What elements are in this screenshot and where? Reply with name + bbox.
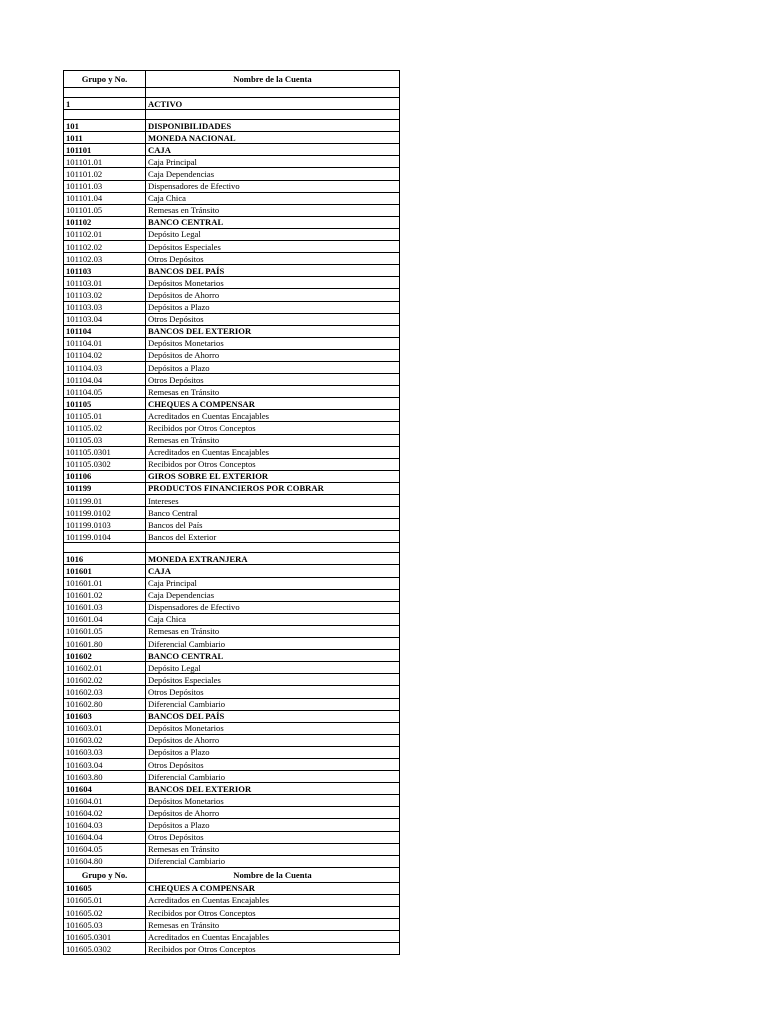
account-row bbox=[64, 698, 400, 710]
account-row bbox=[64, 507, 400, 519]
account-code: 101602 bbox=[64, 650, 146, 662]
account-group-row bbox=[64, 650, 400, 662]
account-name: Depósitos Monetarios bbox=[146, 337, 400, 349]
spacer-row bbox=[64, 88, 400, 98]
account-group-row bbox=[64, 98, 400, 110]
account-code: 101106 bbox=[64, 470, 146, 482]
account-code: 101604 bbox=[64, 783, 146, 795]
account-name: Caja Principal bbox=[146, 577, 400, 589]
account-row bbox=[64, 422, 400, 434]
account-row bbox=[64, 613, 400, 625]
account-row bbox=[64, 734, 400, 746]
account-name: BANCOS DEL EXTERIOR bbox=[146, 783, 400, 795]
account-code: 1 bbox=[64, 98, 146, 110]
account-row bbox=[64, 758, 400, 770]
account-name: Diferencial Cambiario bbox=[146, 855, 400, 867]
account-code: 101104.04 bbox=[64, 374, 146, 386]
account-code: 101604.03 bbox=[64, 819, 146, 831]
account-code: 101601.80 bbox=[64, 638, 146, 650]
account-name: Remesas en Tránsito bbox=[146, 625, 400, 637]
account-row bbox=[64, 931, 400, 943]
account-row bbox=[64, 674, 400, 686]
account-code: 101102.02 bbox=[64, 241, 146, 253]
account-name: Depósitos de Ahorro bbox=[146, 807, 400, 819]
account-code: 101199 bbox=[64, 482, 146, 494]
account-name: Caja Dependencias bbox=[146, 589, 400, 601]
account-row bbox=[64, 168, 400, 180]
account-code: 101101.04 bbox=[64, 192, 146, 204]
account-group-row bbox=[64, 120, 400, 132]
account-code: 101605.02 bbox=[64, 907, 146, 919]
account-code: 101103.01 bbox=[64, 277, 146, 289]
account-name: Dispensadores de Efectivo bbox=[146, 601, 400, 613]
account-row bbox=[64, 686, 400, 698]
account-code: 101105.03 bbox=[64, 434, 146, 446]
account-name: Otros Depósitos bbox=[146, 253, 400, 265]
account-group-row bbox=[64, 132, 400, 144]
column-header-group: Grupo y No. bbox=[64, 71, 146, 88]
account-code: 101101.01 bbox=[64, 156, 146, 168]
account-name: Dispensadores de Efectivo bbox=[146, 180, 400, 192]
account-code: 101103.03 bbox=[64, 301, 146, 313]
account-row bbox=[64, 253, 400, 265]
account-name: Depósito Legal bbox=[146, 228, 400, 240]
account-row bbox=[64, 410, 400, 422]
account-row bbox=[64, 361, 400, 373]
account-name: Depósitos a Plazo bbox=[146, 301, 400, 313]
account-row bbox=[64, 589, 400, 601]
account-group-row bbox=[64, 325, 400, 337]
column-header-group: Grupo y No. bbox=[64, 867, 146, 882]
account-code: 101602.80 bbox=[64, 698, 146, 710]
account-code: 101604.80 bbox=[64, 855, 146, 867]
account-code: 101605 bbox=[64, 882, 146, 894]
account-code: 101603.80 bbox=[64, 771, 146, 783]
account-code: 101605.01 bbox=[64, 894, 146, 906]
account-row bbox=[64, 386, 400, 398]
account-code: 101105.0301 bbox=[64, 446, 146, 458]
account-code: 101103.04 bbox=[64, 313, 146, 325]
account-group-row bbox=[64, 783, 400, 795]
account-name: Remesas en Tránsito bbox=[146, 204, 400, 216]
spacer-cell bbox=[146, 543, 400, 553]
account-row bbox=[64, 531, 400, 543]
account-name: Diferencial Cambiario bbox=[146, 698, 400, 710]
account-code: 101603.03 bbox=[64, 746, 146, 758]
account-code: 101104.02 bbox=[64, 349, 146, 361]
account-name: Banco Central bbox=[146, 507, 400, 519]
account-code: 101104.03 bbox=[64, 361, 146, 373]
account-row bbox=[64, 625, 400, 637]
account-code: 101601 bbox=[64, 565, 146, 577]
account-name: Recibidos por Otros Conceptos bbox=[146, 422, 400, 434]
account-name: Depósitos de Ahorro bbox=[146, 289, 400, 301]
account-code: 101105.0302 bbox=[64, 458, 146, 470]
account-code: 101199.01 bbox=[64, 495, 146, 507]
spacer-row bbox=[64, 543, 400, 553]
account-name: Bancos del País bbox=[146, 519, 400, 531]
account-name: PRODUCTOS FINANCIEROS POR COBRAR bbox=[146, 482, 400, 494]
account-code: 101605.0302 bbox=[64, 943, 146, 955]
account-name: Depósitos Monetarios bbox=[146, 795, 400, 807]
account-code: 101105 bbox=[64, 398, 146, 410]
account-name: Otros Depósitos bbox=[146, 831, 400, 843]
account-name: CAJA bbox=[146, 144, 400, 156]
account-row bbox=[64, 638, 400, 650]
account-name: Acreditados en Cuentas Encajables bbox=[146, 894, 400, 906]
account-name: BANCOS DEL EXTERIOR bbox=[146, 325, 400, 337]
account-name: Depósitos de Ahorro bbox=[146, 734, 400, 746]
account-code: 101603.04 bbox=[64, 758, 146, 770]
account-code: 101103 bbox=[64, 265, 146, 277]
account-name: ACTIVO bbox=[146, 98, 400, 110]
account-name: BANCO CENTRAL bbox=[146, 216, 400, 228]
account-name: Otros Depósitos bbox=[146, 374, 400, 386]
account-group-row bbox=[64, 882, 400, 894]
account-row bbox=[64, 819, 400, 831]
account-row bbox=[64, 894, 400, 906]
account-code: 101102.01 bbox=[64, 228, 146, 240]
account-code: 101104.05 bbox=[64, 386, 146, 398]
account-row bbox=[64, 228, 400, 240]
account-name: MONEDA NACIONAL bbox=[146, 132, 400, 144]
account-row bbox=[64, 337, 400, 349]
account-row bbox=[64, 843, 400, 855]
account-group-row bbox=[64, 710, 400, 722]
account-row bbox=[64, 771, 400, 783]
account-row bbox=[64, 241, 400, 253]
account-row bbox=[64, 855, 400, 867]
account-name: BANCOS DEL PAÍS bbox=[146, 710, 400, 722]
account-row bbox=[64, 807, 400, 819]
account-code: 101604.04 bbox=[64, 831, 146, 843]
account-name: Recibidos por Otros Conceptos bbox=[146, 907, 400, 919]
account-name: Depósitos Especiales bbox=[146, 674, 400, 686]
account-code: 101102.03 bbox=[64, 253, 146, 265]
account-name: Caja Principal bbox=[146, 156, 400, 168]
account-row bbox=[64, 156, 400, 168]
account-name: Otros Depósitos bbox=[146, 758, 400, 770]
account-code: 101603.02 bbox=[64, 734, 146, 746]
account-row bbox=[64, 495, 400, 507]
account-code: 101602.03 bbox=[64, 686, 146, 698]
account-name: Caja Chica bbox=[146, 192, 400, 204]
account-row bbox=[64, 434, 400, 446]
account-code: 101604.05 bbox=[64, 843, 146, 855]
table-header-row bbox=[64, 867, 400, 882]
account-code: 101601.01 bbox=[64, 577, 146, 589]
account-group-row bbox=[64, 565, 400, 577]
account-row bbox=[64, 601, 400, 613]
account-row bbox=[64, 313, 400, 325]
account-code: 101105.02 bbox=[64, 422, 146, 434]
account-row bbox=[64, 204, 400, 216]
account-code: 101199.0102 bbox=[64, 507, 146, 519]
account-code: 101601.03 bbox=[64, 601, 146, 613]
spacer-row bbox=[64, 110, 400, 120]
account-name: GIROS SOBRE EL EXTERIOR bbox=[146, 470, 400, 482]
account-name: Depósitos a Plazo bbox=[146, 361, 400, 373]
account-code: 101601.04 bbox=[64, 613, 146, 625]
spacer-cell bbox=[146, 88, 400, 98]
account-name: Depósitos a Plazo bbox=[146, 819, 400, 831]
account-group-row bbox=[64, 216, 400, 228]
chart-of-accounts-table bbox=[63, 70, 400, 955]
account-code: 101105.01 bbox=[64, 410, 146, 422]
account-code: 101101.05 bbox=[64, 204, 146, 216]
spacer-cell bbox=[64, 88, 146, 98]
account-code: 101101.02 bbox=[64, 168, 146, 180]
account-group-row bbox=[64, 482, 400, 494]
account-row bbox=[64, 349, 400, 361]
account-row bbox=[64, 458, 400, 470]
account-name: BANCOS DEL PAÍS bbox=[146, 265, 400, 277]
account-code: 101602.02 bbox=[64, 674, 146, 686]
account-name: Otros Depósitos bbox=[146, 686, 400, 698]
account-row bbox=[64, 577, 400, 589]
account-code: 101604.01 bbox=[64, 795, 146, 807]
account-name: Recibidos por Otros Conceptos bbox=[146, 943, 400, 955]
account-name: Caja Dependencias bbox=[146, 168, 400, 180]
account-row bbox=[64, 180, 400, 192]
spacer-cell bbox=[64, 543, 146, 553]
account-row bbox=[64, 831, 400, 843]
account-code: 101602.01 bbox=[64, 662, 146, 674]
account-name: DISPONIBILIDADES bbox=[146, 120, 400, 132]
account-name: BANCO CENTRAL bbox=[146, 650, 400, 662]
account-group-row bbox=[64, 265, 400, 277]
account-code: 101199.0104 bbox=[64, 531, 146, 543]
account-name: Depósitos Especiales bbox=[146, 241, 400, 253]
account-row bbox=[64, 289, 400, 301]
account-code: 101601.05 bbox=[64, 625, 146, 637]
account-code: 101603 bbox=[64, 710, 146, 722]
account-name: Depósitos Monetarios bbox=[146, 722, 400, 734]
account-code: 1016 bbox=[64, 553, 146, 565]
account-row bbox=[64, 662, 400, 674]
account-row bbox=[64, 446, 400, 458]
account-row bbox=[64, 277, 400, 289]
account-code: 101101 bbox=[64, 144, 146, 156]
account-group-row bbox=[64, 553, 400, 565]
table-header-row bbox=[64, 71, 400, 88]
account-name: Diferencial Cambiario bbox=[146, 638, 400, 650]
account-code: 101603.01 bbox=[64, 722, 146, 734]
account-row bbox=[64, 907, 400, 919]
account-name: CAJA bbox=[146, 565, 400, 577]
account-code: 101 bbox=[64, 120, 146, 132]
account-row bbox=[64, 722, 400, 734]
account-code: 101605.03 bbox=[64, 919, 146, 931]
account-row bbox=[64, 519, 400, 531]
account-group-row bbox=[64, 470, 400, 482]
account-name: Acreditados en Cuentas Encajables bbox=[146, 446, 400, 458]
account-name: CHEQUES A COMPENSAR bbox=[146, 882, 400, 894]
account-name: Depósitos de Ahorro bbox=[146, 349, 400, 361]
account-name: Bancos del Exterior bbox=[146, 531, 400, 543]
account-code: 101102 bbox=[64, 216, 146, 228]
account-code: 101199.0103 bbox=[64, 519, 146, 531]
account-row bbox=[64, 301, 400, 313]
account-row bbox=[64, 943, 400, 955]
account-row bbox=[64, 192, 400, 204]
account-code: 101605.0301 bbox=[64, 931, 146, 943]
account-row bbox=[64, 795, 400, 807]
account-code: 101104 bbox=[64, 325, 146, 337]
account-name: Depósitos a Plazo bbox=[146, 746, 400, 758]
account-name: Acreditados en Cuentas Encajables bbox=[146, 410, 400, 422]
account-group-row bbox=[64, 398, 400, 410]
account-code: 101101.03 bbox=[64, 180, 146, 192]
account-name: Remesas en Tránsito bbox=[146, 434, 400, 446]
account-name: Remesas en Tránsito bbox=[146, 919, 400, 931]
account-name: Caja Chica bbox=[146, 613, 400, 625]
account-code: 101103.02 bbox=[64, 289, 146, 301]
account-name: Otros Depósitos bbox=[146, 313, 400, 325]
column-header-name: Nombre de la Cuenta bbox=[146, 867, 400, 882]
account-row bbox=[64, 746, 400, 758]
account-code: 101104.01 bbox=[64, 337, 146, 349]
account-group-row bbox=[64, 144, 400, 156]
account-name: Remesas en Tránsito bbox=[146, 843, 400, 855]
spacer-cell bbox=[146, 110, 400, 120]
account-name: Diferencial Cambiario bbox=[146, 771, 400, 783]
account-name: CHEQUES A COMPENSAR bbox=[146, 398, 400, 410]
table-body bbox=[64, 71, 400, 955]
account-name: Depósitos Monetarios bbox=[146, 277, 400, 289]
account-name: Recibidos por Otros Conceptos bbox=[146, 458, 400, 470]
account-name: Acreditados en Cuentas Encajables bbox=[146, 931, 400, 943]
account-row bbox=[64, 919, 400, 931]
column-header-name: Nombre de la Cuenta bbox=[146, 71, 400, 88]
account-code: 101604.02 bbox=[64, 807, 146, 819]
account-name: Depósito Legal bbox=[146, 662, 400, 674]
account-name: Intereses bbox=[146, 495, 400, 507]
account-name: Remesas en Tránsito bbox=[146, 386, 400, 398]
account-code: 101601.02 bbox=[64, 589, 146, 601]
spacer-cell bbox=[64, 110, 146, 120]
account-name: MONEDA EXTRANJERA bbox=[146, 553, 400, 565]
account-row bbox=[64, 374, 400, 386]
account-code: 1011 bbox=[64, 132, 146, 144]
